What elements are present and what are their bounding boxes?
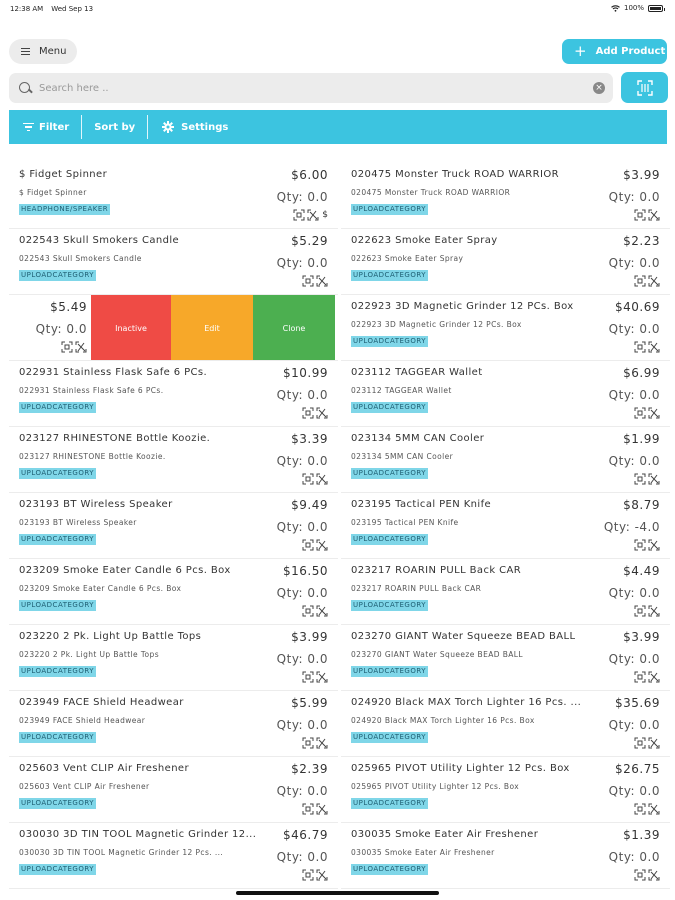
product-subtitle: 030030 3D TIN TOOL Magnetic Grinder 12 Pcs. ... (19, 848, 224, 857)
product-subtitle: 023193 BT Wireless Speaker (19, 518, 137, 527)
product-title: 023134 5MM CAN Cooler (351, 433, 485, 444)
product-price: $5.49 (50, 300, 87, 314)
product-qty: Qty: 0.0 (276, 256, 328, 270)
product-row (9, 427, 667, 493)
barcode-off-icon[interactable] (316, 539, 328, 551)
edit-button[interactable]: Edit (171, 295, 253, 361)
row-icons (302, 605, 328, 617)
category-badge: UPLOADCATEGORY (353, 205, 427, 213)
product-title: $ Fidget Spinner (19, 169, 108, 180)
barcode-off-icon[interactable] (648, 737, 660, 749)
product-price: $2.23 (623, 234, 660, 248)
status-left (10, 5, 93, 13)
product-title: 025603 Vent CLIP Air Freshener (19, 763, 189, 774)
clone-button[interactable]: Clone (253, 295, 335, 361)
product-qty: Qty: 0.0 (608, 388, 660, 402)
barcode-off-icon[interactable] (316, 473, 328, 485)
row-icons (302, 671, 328, 683)
category-badge: UPLOADCATEGORY (353, 535, 427, 543)
product-title: 022923 3D Magnetic Grinder 12 PCs. Box (351, 301, 574, 312)
gear-icon (162, 121, 174, 133)
barcode-off-icon[interactable] (648, 605, 660, 617)
inactive-button[interactable]: Inactive (91, 295, 171, 361)
category-badge: UPLOADCATEGORY (353, 271, 427, 279)
product-title: 023195 Tactical PEN Knife (351, 499, 492, 510)
barcode-off-icon[interactable] (648, 539, 660, 551)
row-icons (302, 407, 328, 419)
barcode-off-icon[interactable] (648, 407, 660, 419)
product-qty: Qty: 0.0 (276, 718, 328, 732)
product-subtitle: 023134 5MM CAN Cooler (351, 452, 454, 461)
plus-icon: + (574, 42, 587, 60)
product-card[interactable] (9, 427, 338, 493)
product-price: $3.99 (291, 630, 328, 644)
home-indicator[interactable] (236, 891, 439, 895)
category-badge: HEADPHONE/SPEAKER (21, 205, 109, 213)
category-badge: UPLOADCATEGORY (353, 733, 427, 741)
product-subtitle: 022623 Smoke Eater Spray (351, 254, 464, 263)
row-icons (634, 407, 660, 419)
barcode-icon[interactable] (302, 539, 314, 551)
product-qty: Qty: 0.0 (35, 322, 87, 336)
barcode-icon[interactable] (302, 605, 314, 617)
row-icons (302, 737, 328, 749)
product-price: $35.69 (615, 696, 660, 710)
product-price: $1.39 (623, 828, 660, 842)
barcode-icon[interactable] (634, 275, 646, 287)
product-row (9, 757, 667, 823)
category-badge: UPLOADCATEGORY (21, 271, 95, 279)
barcode-off-icon[interactable] (648, 209, 660, 221)
product-subtitle: 022543 Skull Smokers Candle (19, 254, 142, 263)
barcode-icon[interactable] (293, 209, 305, 221)
barcode-off-icon[interactable] (648, 341, 660, 353)
product-title: 023220 2 Pk. Light Up Battle Tops (19, 631, 202, 642)
barcode-off-icon[interactable] (307, 209, 319, 221)
category-badge: UPLOADCATEGORY (21, 865, 95, 873)
barcode-icon[interactable] (302, 473, 314, 485)
category-badge: UPLOADCATEGORY (21, 403, 95, 411)
status-date: Wed Sep 13 (51, 5, 94, 13)
product-qty: Qty: 0.0 (608, 850, 660, 864)
product-subtitle: 023949 FACE Shield Headwear (19, 716, 146, 725)
row-icons (302, 473, 328, 485)
search-bar (9, 73, 613, 103)
product-subtitle: 023112 TAGGEAR Wallet (351, 386, 452, 395)
barcode-off-icon[interactable] (316, 671, 328, 683)
product-price: $8.79 (623, 498, 660, 512)
product-title: 022623 Smoke Eater Spray (351, 235, 498, 246)
row-icons (302, 869, 328, 881)
product-qty: Qty: 0.0 (608, 652, 660, 666)
product-qty: Qty: 0.0 (608, 718, 660, 732)
product-card[interactable] (341, 823, 670, 889)
hamburger-icon (21, 48, 30, 55)
product-title: 023270 GIANT Water Squeeze BEAD BALL (351, 631, 576, 642)
category-badge: UPLOADCATEGORY (353, 667, 427, 675)
product-qty: Qty: 0.0 (276, 784, 328, 798)
barcode-icon[interactable] (634, 407, 646, 419)
product-qty: Qty: 0.0 (276, 652, 328, 666)
product-card[interactable] (9, 757, 338, 823)
category-badge: UPLOADCATEGORY (21, 535, 95, 543)
product-subtitle: 025965 PIVOT Utility Lighter 12 Pcs. Box (351, 782, 520, 791)
barcode-off-icon[interactable] (648, 803, 660, 815)
product-qty: Qty: 0.0 (608, 586, 660, 600)
barcode-off-icon[interactable] (316, 803, 328, 815)
product-qty: Qty: 0.0 (276, 388, 328, 402)
barcode-off-icon[interactable] (316, 275, 328, 287)
product-qty: Qty: 0.0 (608, 256, 660, 270)
product-row (9, 493, 667, 559)
product-price: $40.69 (615, 300, 660, 314)
barcode-off-icon[interactable] (316, 605, 328, 617)
barcode-off-icon[interactable] (648, 869, 660, 881)
status-bar (0, 0, 675, 18)
row-icons (634, 803, 660, 815)
barcode-icon[interactable] (302, 737, 314, 749)
product-card[interactable] (341, 427, 670, 493)
row-icons (302, 803, 328, 815)
product-price: $4.49 (623, 564, 660, 578)
barcode-icon[interactable] (302, 275, 314, 287)
barcode-icon[interactable] (634, 803, 646, 815)
product-price: $3.99 (623, 168, 660, 182)
add-product-label: Add Product (595, 46, 666, 57)
product-card[interactable] (341, 229, 670, 295)
settings-label: Settings (181, 121, 229, 133)
product-title: 030035 Smoke Eater Air Freshener (351, 829, 539, 840)
product-subtitle: 022931 Stainless Flask Safe 6 PCs. (19, 386, 164, 395)
menu-button[interactable] (9, 39, 77, 64)
product-card[interactable] (341, 295, 670, 361)
barcode-off-icon[interactable] (316, 407, 328, 419)
settings-button[interactable] (148, 110, 240, 144)
product-subtitle: 024920 Black MAX Torch Lighter 16 Pcs. Box (351, 716, 535, 725)
row-icons (634, 473, 660, 485)
product-qty: Qty: 0.0 (276, 520, 328, 534)
barcode-icon[interactable] (634, 539, 646, 551)
barcode-icon[interactable] (302, 803, 314, 815)
product-subtitle: 022923 3D Magnetic Grinder 12 PCs. Box (351, 320, 522, 329)
product-subtitle: 023270 GIANT Water Squeeze BEAD BALL (351, 650, 523, 659)
category-badge: UPLOADCATEGORY (353, 469, 427, 477)
product-title: 022543 Skull Smokers Candle (19, 235, 180, 246)
product-qty: Qty: 0.0 (608, 190, 660, 204)
product-card[interactable] (9, 229, 338, 295)
product-qty: Qty: 0.0 (608, 784, 660, 798)
barcode-scan-button[interactable] (621, 72, 668, 103)
product-qty: Qty: 0.0 (276, 190, 328, 204)
toolbar (9, 110, 667, 144)
row-icons (634, 275, 660, 287)
barcode-icon[interactable] (61, 341, 73, 353)
dollar-icon: $ (322, 209, 328, 220)
sort-button[interactable] (82, 110, 147, 144)
filter-label: Filter (39, 121, 70, 133)
category-badge: UPLOADCATEGORY (353, 799, 427, 807)
product-card[interactable] (9, 823, 338, 889)
sort-label: Sort by (94, 121, 136, 133)
product-subtitle: 023220 2 Pk. Light Up Battle Tops (19, 650, 160, 659)
product-subtitle: 023209 Smoke Eater Candle 6 Pcs. Box (19, 584, 182, 593)
row-icons (634, 209, 660, 221)
barcode-icon[interactable] (634, 605, 646, 617)
barcode-icon[interactable] (302, 869, 314, 881)
product-subtitle: 023127 RHINESTONE Bottle Koozie. (19, 452, 166, 461)
row-icons (634, 869, 660, 881)
product-qty: Qty: -4.0 (603, 520, 660, 534)
product-title: 023193 BT Wireless Speaker (19, 499, 173, 510)
product-price: $2.39 (291, 762, 328, 776)
product-card[interactable] (9, 493, 338, 559)
product-price: $26.75 (615, 762, 660, 776)
status-time: 12:38 AM (10, 5, 44, 13)
product-card[interactable] (341, 163, 670, 229)
barcode-scan-icon (637, 80, 653, 96)
product-card[interactable] (9, 361, 338, 427)
product-qty: Qty: 0.0 (276, 586, 328, 600)
product-subtitle: 020475 Monster Truck ROAD WARRIOR (351, 188, 511, 197)
product-subtitle: 023195 Tactical PEN Knife (351, 518, 459, 527)
barcode-icon[interactable] (634, 671, 646, 683)
product-card[interactable] (341, 361, 670, 427)
clear-icon[interactable]: × (593, 82, 605, 94)
filter-button[interactable] (9, 110, 81, 144)
row-icons (634, 737, 660, 749)
row-icons (634, 671, 660, 683)
product-subtitle: 030035 Smoke Eater Air Freshener (351, 848, 495, 857)
product-card[interactable] (341, 625, 670, 691)
category-badge: UPLOADCATEGORY (21, 601, 95, 609)
product-price: $16.50 (283, 564, 328, 578)
product-row (9, 691, 667, 757)
product-title: 023949 FACE Shield Headwear (19, 697, 184, 708)
product-title: 023217 ROARIN PULL Back CAR (351, 565, 522, 576)
row-icons (634, 341, 660, 353)
category-badge: UPLOADCATEGORY (353, 403, 427, 411)
product-qty: Qty: 0.0 (276, 454, 328, 468)
battery-percent: 100% (623, 4, 644, 12)
product-price: $5.99 (291, 696, 328, 710)
product-row (9, 229, 667, 295)
wifi-icon (611, 5, 620, 12)
barcode-off-icon[interactable] (316, 737, 328, 749)
product-title: 023127 RHINESTONE Bottle Koozie. (19, 433, 211, 444)
barcode-icon[interactable] (634, 473, 646, 485)
row-icons (634, 605, 660, 617)
barcode-off-icon[interactable] (75, 341, 87, 353)
product-subtitle: 025603 Vent CLIP Air Freshener (19, 782, 150, 791)
product-price: $10.99 (283, 366, 328, 380)
barcode-off-icon[interactable] (648, 473, 660, 485)
product-card[interactable] (9, 691, 338, 757)
product-card[interactable] (341, 691, 670, 757)
product-title: 020475 Monster Truck ROAD WARRIOR (351, 169, 559, 180)
search-input[interactable]: Search here .. (39, 82, 109, 94)
barcode-icon[interactable] (634, 341, 646, 353)
product-price: $5.29 (291, 234, 328, 248)
row-icons (302, 539, 328, 551)
product-title: 023112 TAGGEAR Wallet (351, 367, 483, 378)
swiped-product-info (9, 295, 91, 361)
product-card[interactable] (9, 559, 338, 625)
product-card[interactable] (341, 559, 670, 625)
product-card[interactable] (9, 163, 338, 229)
product-price: $9.49 (291, 498, 328, 512)
product-row (9, 361, 667, 427)
product-qty: Qty: 0.0 (608, 454, 660, 468)
barcode-icon[interactable] (634, 737, 646, 749)
product-price: $46.79 (283, 828, 328, 842)
product-price: $6.00 (291, 168, 328, 182)
battery-icon (648, 5, 663, 12)
product-price: $1.99 (623, 432, 660, 446)
search-icon (19, 82, 32, 95)
category-badge: UPLOADCATEGORY (21, 799, 95, 807)
product-card[interactable] (341, 493, 670, 559)
product-row (9, 823, 667, 889)
filter-icon (23, 123, 34, 132)
product-card[interactable] (341, 757, 670, 823)
product-row (9, 295, 667, 361)
row-icons (634, 539, 660, 551)
product-row (9, 559, 667, 625)
barcode-off-icon[interactable] (648, 275, 660, 287)
product-price: $6.99 (623, 366, 660, 380)
barcode-icon[interactable] (634, 209, 646, 221)
barcode-icon[interactable] (302, 407, 314, 419)
product-subtitle: 023217 ROARIN PULL Back CAR (351, 584, 482, 593)
category-badge: UPLOADCATEGORY (21, 469, 95, 477)
product-title: 022931 Stainless Flask Safe 6 PCs. (19, 367, 208, 378)
product-qty: Qty: 0.0 (276, 850, 328, 864)
product-title: 024920 Black MAX Torch Lighter 16 Pcs. ... (351, 697, 582, 708)
product-title: 025965 PIVOT Utility Lighter 12 Pcs. Box (351, 763, 570, 774)
product-price: $3.99 (623, 630, 660, 644)
category-badge: UPLOADCATEGORY (21, 667, 95, 675)
category-badge: UPLOADCATEGORY (353, 865, 427, 873)
row-icons (302, 275, 328, 287)
product-card[interactable] (9, 295, 338, 361)
category-badge: UPLOADCATEGORY (353, 601, 427, 609)
product-title: 023209 Smoke Eater Candle 6 Pcs. Box (19, 565, 231, 576)
row-icons (61, 341, 87, 353)
barcode-off-icon[interactable] (316, 869, 328, 881)
product-card[interactable] (9, 625, 338, 691)
add-product-button[interactable] (562, 39, 667, 64)
product-row (9, 625, 667, 691)
row-icons (293, 209, 328, 221)
product-row (9, 163, 667, 229)
product-title: 030030 3D TIN TOOL Magnetic Grinder 12... (19, 829, 257, 840)
status-right (611, 4, 663, 12)
barcode-off-icon[interactable] (648, 671, 660, 683)
product-subtitle: $ Fidget Spinner (19, 188, 87, 197)
category-badge: UPLOADCATEGORY (21, 733, 95, 741)
product-qty: Qty: 0.0 (608, 322, 660, 336)
barcode-icon[interactable] (634, 869, 646, 881)
product-price: $3.39 (291, 432, 328, 446)
barcode-icon[interactable] (302, 671, 314, 683)
menu-label: Menu (39, 46, 67, 57)
category-badge: UPLOADCATEGORY (353, 337, 427, 345)
